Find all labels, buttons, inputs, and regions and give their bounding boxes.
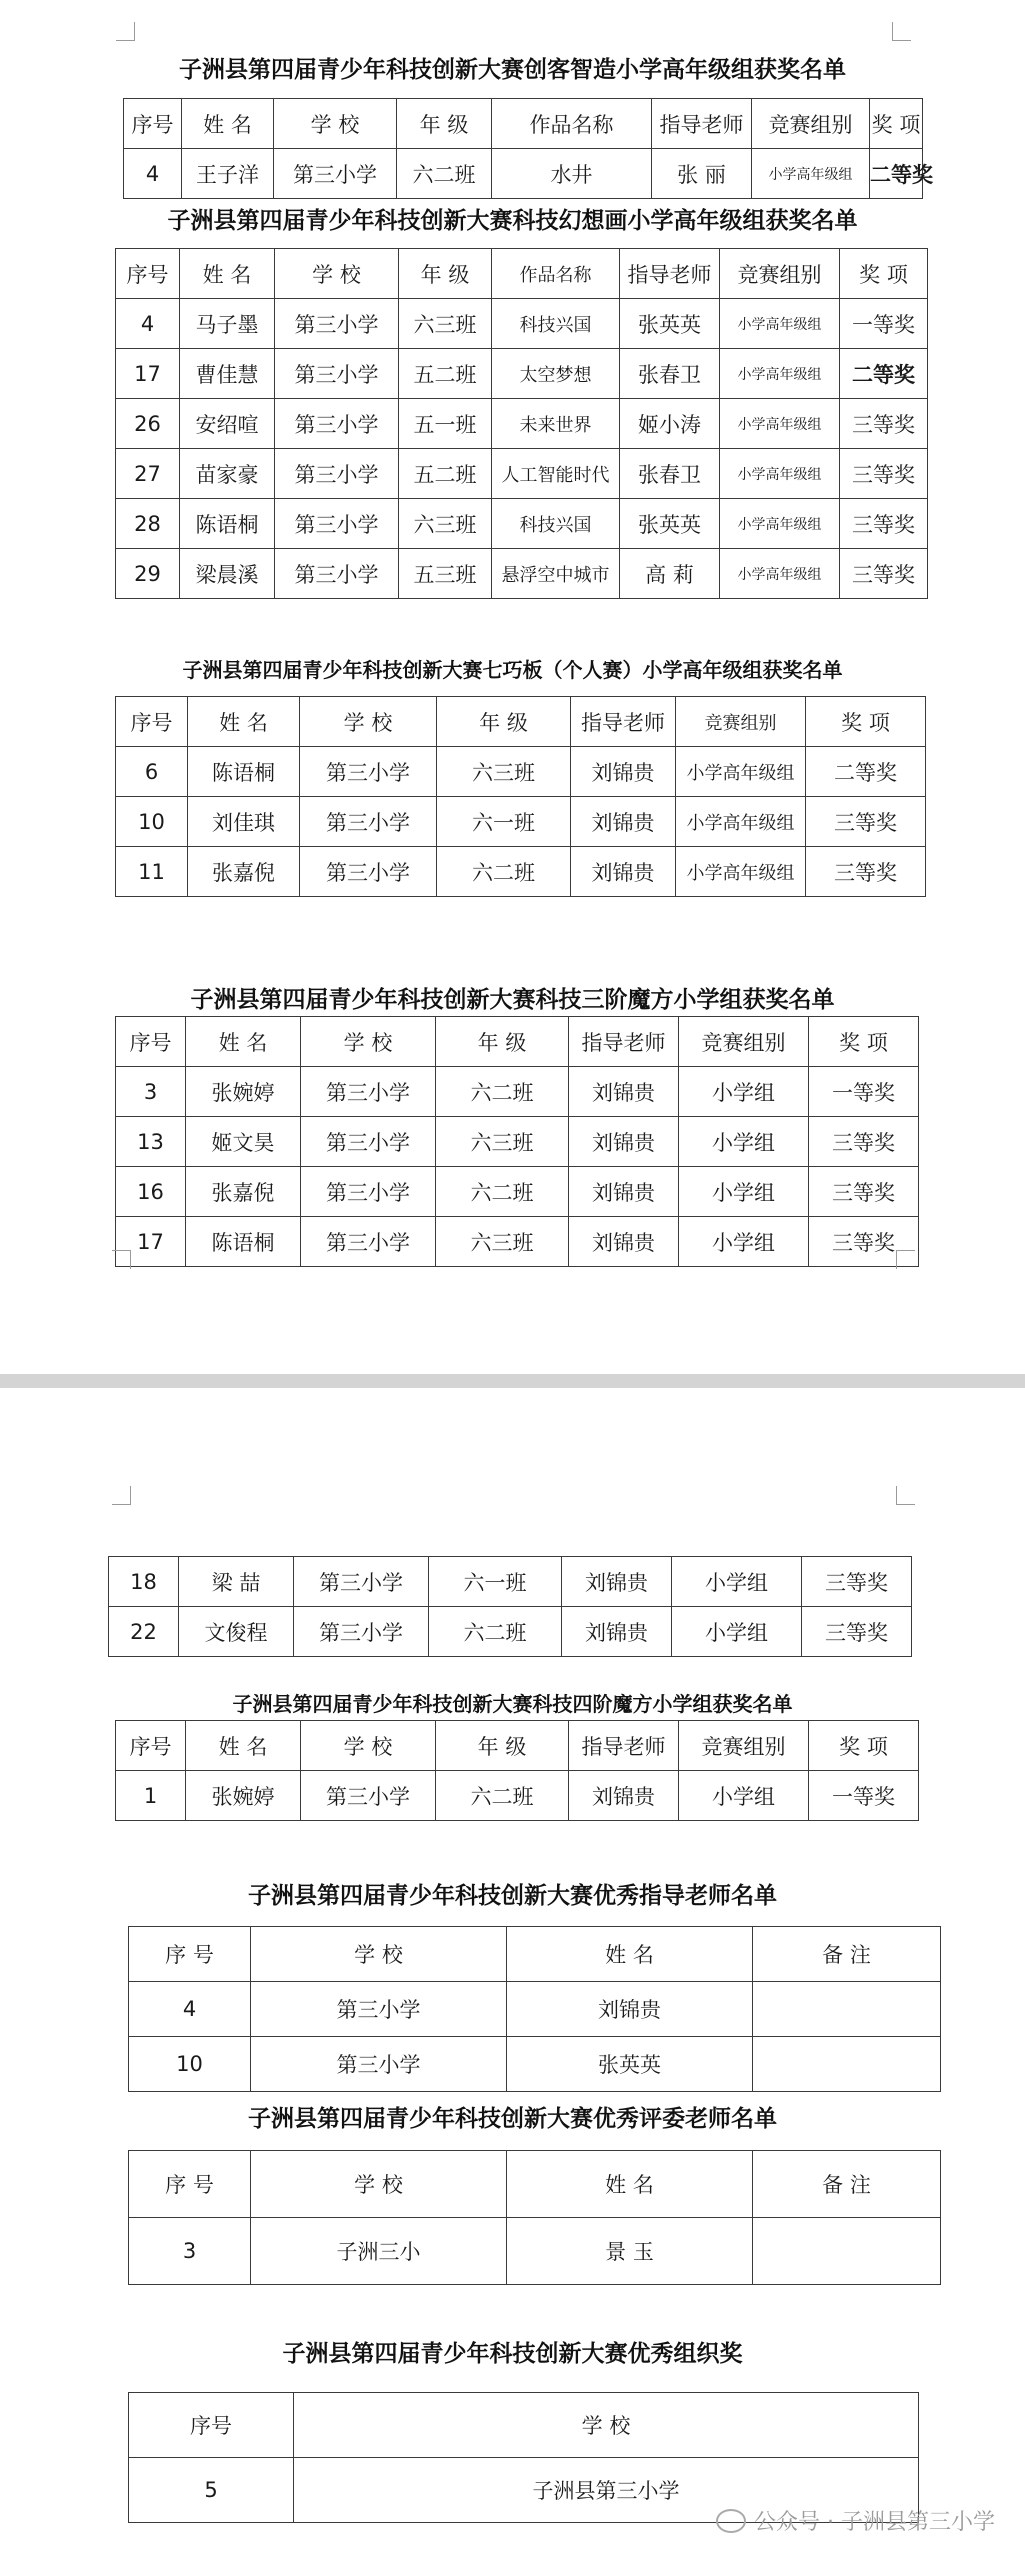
table-cell: 姬文昊 [186, 1117, 301, 1167]
table-cell: 刘锦贵 [569, 1117, 679, 1167]
table-cell: 小学高年级组 [752, 149, 870, 199]
column-header: 奖 项 [870, 99, 923, 149]
table-header-row [129, 2393, 919, 2458]
table-cell: 10 [116, 797, 188, 847]
award-table-sanjie-mofang [115, 1016, 919, 1267]
table-cell: 第三小学 [301, 1771, 436, 1821]
table-cell: 小学高年级组 [720, 349, 840, 399]
table-cell: 第三小学 [251, 1982, 507, 2037]
table-cell: 张英英 [620, 299, 720, 349]
table-cell: 安绍喧 [180, 399, 275, 449]
table-cell: 小学高年级组 [720, 299, 840, 349]
table-cell: 第三小学 [300, 747, 437, 797]
table-cell: 刘锦贵 [569, 1771, 679, 1821]
table-cell: 马子墨 [180, 299, 275, 349]
table-cell: 张嘉倪 [188, 847, 300, 897]
column-header: 竞赛组别 [676, 697, 806, 747]
table-cell: 小学组 [672, 1557, 802, 1607]
section-youxiu-zhidao [0, 1882, 1025, 1910]
table-cell [753, 2218, 941, 2285]
column-header: 姓 名 [186, 1017, 301, 1067]
table-cell: 五一班 [399, 399, 492, 449]
column-header: 序号 [116, 1721, 186, 1771]
table-cell: 28 [116, 499, 180, 549]
table-cell: 文俊程 [179, 1607, 294, 1657]
section-title: 子洲县第四届青少年科技创新大赛科技四阶魔方小学组获奖名单 [232, 1692, 793, 1716]
section-title: 子洲县第四届青少年科技创新大赛科技幻想画小学高年级组获奖名单 [167, 208, 858, 234]
table-row [116, 549, 928, 599]
column-header: 年 级 [437, 697, 571, 747]
table-cell: 17 [116, 1217, 186, 1267]
table-cell: 第三小学 [275, 299, 399, 349]
column-header: 作品名称 [492, 249, 620, 299]
table-cell: 科技兴国 [492, 299, 620, 349]
table-cell: 六二班 [397, 149, 492, 199]
table-cell: 第三小学 [301, 1117, 436, 1167]
page-separator [0, 1374, 1025, 1388]
column-header: 序号 [116, 249, 180, 299]
table-cell: 姬小涛 [620, 399, 720, 449]
table-cell: 小学组 [672, 1607, 802, 1657]
column-header: 竞赛组别 [720, 249, 840, 299]
table-cell [753, 2037, 941, 2092]
column-header: 年 级 [436, 1017, 569, 1067]
table-cell: 未来世界 [492, 399, 620, 449]
table-cell: 陈语桐 [186, 1217, 301, 1267]
table-cell: 刘锦贵 [507, 1982, 753, 2037]
table-cell: 六一班 [429, 1557, 562, 1607]
column-header: 奖 项 [809, 1017, 919, 1067]
section-youxiu-pingwei [0, 2105, 1025, 2133]
column-header: 序号 [116, 697, 188, 747]
table-cell: 张春卫 [620, 449, 720, 499]
table-cell: 陈语桐 [188, 747, 300, 797]
table-cell: 一等奖 [809, 1771, 919, 1821]
table-cell: 27 [116, 449, 180, 499]
table-row [116, 299, 928, 349]
table-cell: 六三班 [436, 1217, 569, 1267]
column-header: 学 校 [294, 2393, 919, 2458]
page-corner-mark [892, 22, 911, 41]
table-cell: 刘锦贵 [562, 1607, 672, 1657]
column-header: 学 校 [274, 99, 397, 149]
table-cell: 六二班 [429, 1607, 562, 1657]
table-cell: 17 [116, 349, 180, 399]
column-header: 备 注 [753, 2151, 941, 2218]
table-cell: 张春卫 [620, 349, 720, 399]
table-cell: 第三小学 [275, 349, 399, 399]
table-cell: 人工智能时代 [492, 449, 620, 499]
column-header: 学 校 [275, 249, 399, 299]
table-cell: 三等奖 [840, 499, 928, 549]
award-table-chuangke [123, 98, 933, 199]
column-header: 竞赛组别 [752, 99, 870, 149]
column-header: 指导老师 [569, 1017, 679, 1067]
table-row [116, 1771, 919, 1821]
column-header: 奖 项 [840, 249, 928, 299]
section-qiqiaoban [0, 656, 1025, 684]
table-cell: 梁 喆 [179, 1557, 294, 1607]
page-corner-mark [112, 1250, 131, 1269]
table-cell: 三等奖 [840, 449, 928, 499]
section-youxiu-zuzhi [0, 2340, 1025, 2368]
table-cell: 小学高年级组 [720, 399, 840, 449]
table-row [116, 499, 928, 549]
table-cell: 小学高年级组 [720, 549, 840, 599]
column-header: 姓 名 [507, 2151, 753, 2218]
table-cell: 陈语桐 [180, 499, 275, 549]
table-cell: 13 [116, 1117, 186, 1167]
column-header: 学 校 [301, 1017, 436, 1067]
table-row [116, 399, 928, 449]
table-cell: 三等奖 [809, 1217, 919, 1267]
table-cell: 小学组 [679, 1117, 809, 1167]
table-cell: 高 莉 [620, 549, 720, 599]
table-cell: 六一班 [437, 797, 571, 847]
table-cell: 刘锦贵 [571, 797, 676, 847]
teacher-table-zhidao [128, 1926, 941, 2092]
table-row [116, 1167, 919, 1217]
table-cell: 五二班 [399, 349, 492, 399]
table-header-row [129, 1927, 941, 1982]
table-cell: 六二班 [437, 847, 571, 897]
table-cell: 二等奖 [840, 349, 928, 399]
table-cell: 第三小学 [274, 149, 397, 199]
table-cell: 第三小学 [275, 399, 399, 449]
table-cell: 第三小学 [301, 1167, 436, 1217]
table-cell: 4 [124, 149, 182, 199]
table-row [116, 847, 926, 897]
table-row [129, 2037, 941, 2092]
table-row [109, 1557, 912, 1607]
table-row [116, 449, 928, 499]
table-row [109, 1607, 912, 1657]
column-header: 学 校 [301, 1721, 436, 1771]
table-cell: 第三小学 [301, 1217, 436, 1267]
table-cell: 一等奖 [809, 1067, 919, 1117]
table-cell [753, 1982, 941, 2037]
table-header-row [116, 1017, 919, 1067]
table-cell: 三等奖 [806, 847, 926, 897]
table-cell: 张 丽 [652, 149, 752, 199]
table-cell: 水井 [492, 149, 652, 199]
table-cell: 第三小学 [275, 449, 399, 499]
table-cell: 二等奖 [870, 149, 923, 199]
table-row [116, 1067, 919, 1117]
table-cell: 29 [116, 549, 180, 599]
column-header: 姓 名 [507, 1927, 753, 1982]
column-header: 年 级 [399, 249, 492, 299]
column-header: 姓 名 [186, 1721, 301, 1771]
section-title: 子洲县第四届青少年科技创新大赛优秀指导老师名单 [248, 1883, 777, 1909]
table-cell: 子洲县第三小学 [294, 2458, 919, 2523]
column-header: 年 级 [436, 1721, 569, 1771]
award-table-huanxianghua [115, 248, 928, 599]
table-cell: 三等奖 [840, 399, 928, 449]
table-cell: 景 玉 [507, 2218, 753, 2285]
award-table-qiqiaoban [115, 696, 926, 897]
column-header: 指导老师 [620, 249, 720, 299]
table-cell: 五二班 [399, 449, 492, 499]
column-header: 学 校 [251, 2151, 507, 2218]
table-cell: 小学高年级组 [720, 499, 840, 549]
table-cell: 王子洋 [182, 149, 274, 199]
table-cell: 第三小学 [294, 1607, 429, 1657]
table-cell: 11 [116, 847, 188, 897]
table-cell: 第三小学 [300, 847, 437, 897]
column-header: 备 注 [753, 1927, 941, 1982]
table-cell: 小学组 [679, 1167, 809, 1217]
table-cell: 10 [129, 2037, 251, 2092]
column-header: 序号 [129, 2393, 294, 2458]
table-row [116, 349, 928, 399]
table-cell: 一等奖 [840, 299, 928, 349]
page-corner-mark [896, 1486, 915, 1505]
award-table-sanjie-mofang-continued [108, 1556, 912, 1657]
column-header: 竞赛组别 [679, 1721, 809, 1771]
section-title: 子洲县第四届青少年科技创新大赛优秀组织奖 [282, 2341, 743, 2367]
column-header: 指导老师 [652, 99, 752, 149]
table-cell: 梁晨溪 [180, 549, 275, 599]
table-header-row [116, 1721, 919, 1771]
table-cell: 张婉婷 [186, 1771, 301, 1821]
table-cell: 苗家豪 [180, 449, 275, 499]
section-huanxianghua [0, 207, 1025, 235]
table-cell: 小学组 [679, 1217, 809, 1267]
page-corner-mark [112, 1486, 131, 1505]
section-title: 子洲县第四届青少年科技创新大赛科技三阶魔方小学组获奖名单 [190, 987, 835, 1013]
table-cell: 小学高年级组 [676, 847, 806, 897]
table-cell: 三等奖 [802, 1607, 912, 1657]
table-header-row [116, 697, 926, 747]
table-cell: 26 [116, 399, 180, 449]
column-header: 奖 项 [806, 697, 926, 747]
table-header-row [129, 2151, 941, 2218]
table-cell: 六三班 [436, 1117, 569, 1167]
table-cell: 6 [116, 747, 188, 797]
wechat-icon [716, 2509, 746, 2533]
table-cell: 刘佳琪 [188, 797, 300, 847]
column-header: 学 校 [300, 697, 437, 747]
section-title: 子洲县第四届青少年科技创新大赛创客智造小学高年级组获奖名单 [179, 57, 846, 83]
award-table-sijie-mofang [115, 1720, 919, 1821]
table-cell: 六二班 [436, 1067, 569, 1117]
table-cell: 小学高年级组 [676, 747, 806, 797]
column-header: 指导老师 [571, 697, 676, 747]
table-cell: 第三小学 [301, 1067, 436, 1117]
table-cell: 三等奖 [802, 1557, 912, 1607]
table-header-row [116, 249, 928, 299]
column-header: 指导老师 [569, 1721, 679, 1771]
table-cell: 4 [116, 299, 180, 349]
page-corner-mark [116, 22, 135, 41]
table-cell: 三等奖 [809, 1167, 919, 1217]
table-cell: 刘锦贵 [569, 1067, 679, 1117]
table-cell: 22 [109, 1607, 179, 1657]
table-cell: 18 [109, 1557, 179, 1607]
table-cell: 六三班 [399, 299, 492, 349]
column-header: 姓 名 [188, 697, 300, 747]
watermark-text: 公众号 · 子洲县第三小学 [754, 2510, 995, 2535]
table-cell: 刘锦贵 [569, 1167, 679, 1217]
table-cell: 第三小学 [251, 2037, 507, 2092]
table-row [129, 2218, 941, 2285]
table-cell: 科技兴国 [492, 499, 620, 549]
table-cell: 小学高年级组 [676, 797, 806, 847]
table-cell: 1 [116, 1771, 186, 1821]
teacher-table-pingwei [128, 2150, 941, 2285]
column-header: 学 校 [251, 1927, 507, 1982]
table-row [124, 149, 923, 199]
table-cell: 五三班 [399, 549, 492, 599]
table-cell: 刘锦贵 [571, 747, 676, 797]
table-cell: 六三班 [399, 499, 492, 549]
column-header: 奖 项 [809, 1721, 919, 1771]
column-header: 作品名称 [492, 99, 652, 149]
table-cell: 3 [129, 2218, 251, 2285]
section-sanjie-mofang [0, 986, 1025, 1014]
table-row [129, 1982, 941, 2037]
table-cell: 张英英 [507, 2037, 753, 2092]
table-row [116, 797, 926, 847]
table-cell: 小学组 [679, 1771, 809, 1821]
table-cell: 六三班 [437, 747, 571, 797]
section-chuangke [0, 56, 1025, 84]
column-header: 序 号 [129, 2151, 251, 2218]
column-header: 序号 [116, 1017, 186, 1067]
table-cell: 太空梦想 [492, 349, 620, 399]
table-cell: 16 [116, 1167, 186, 1217]
table-cell: 3 [116, 1067, 186, 1117]
table-cell: 第三小学 [275, 549, 399, 599]
column-header: 姓 名 [180, 249, 275, 299]
column-header: 年 级 [397, 99, 492, 149]
table-cell: 4 [129, 1982, 251, 2037]
table-cell: 三等奖 [806, 797, 926, 847]
table-cell: 六二班 [436, 1167, 569, 1217]
table-header-row [124, 99, 923, 149]
table-row [116, 1217, 919, 1267]
column-header: 序号 [124, 99, 182, 149]
watermark [716, 2505, 995, 2536]
table-cell: 第三小学 [275, 499, 399, 549]
table-cell: 悬浮空中城市 [492, 549, 620, 599]
table-cell: 第三小学 [294, 1557, 429, 1607]
org-award-table [128, 2392, 919, 2523]
table-cell: 三等奖 [840, 549, 928, 599]
table-cell: 小学高年级组 [720, 449, 840, 499]
table-cell: 三等奖 [809, 1117, 919, 1167]
column-header: 竞赛组别 [679, 1017, 809, 1067]
table-row [116, 1117, 919, 1167]
table-cell: 张嘉倪 [186, 1167, 301, 1217]
table-cell: 二等奖 [806, 747, 926, 797]
table-cell: 曹佳慧 [180, 349, 275, 399]
table-cell: 六二班 [436, 1771, 569, 1821]
table-cell: 张英英 [620, 499, 720, 549]
column-header: 姓 名 [182, 99, 274, 149]
table-cell: 5 [129, 2458, 294, 2523]
section-sijie-mofang [0, 1690, 1025, 1718]
section-title: 子洲县第四届青少年科技创新大赛七巧板（个人赛）小学高年级组获奖名单 [182, 658, 843, 682]
table-cell: 子洲三小 [251, 2218, 507, 2285]
table-cell: 刘锦贵 [562, 1557, 672, 1607]
column-header: 序 号 [129, 1927, 251, 1982]
page-corner-mark [896, 1250, 915, 1269]
table-row [116, 747, 926, 797]
table-cell: 张婉婷 [186, 1067, 301, 1117]
section-title: 子洲县第四届青少年科技创新大赛优秀评委老师名单 [248, 2106, 777, 2132]
table-cell: 刘锦贵 [571, 847, 676, 897]
table-cell: 小学组 [679, 1067, 809, 1117]
table-cell: 第三小学 [300, 797, 437, 847]
table-cell: 刘锦贵 [569, 1217, 679, 1267]
